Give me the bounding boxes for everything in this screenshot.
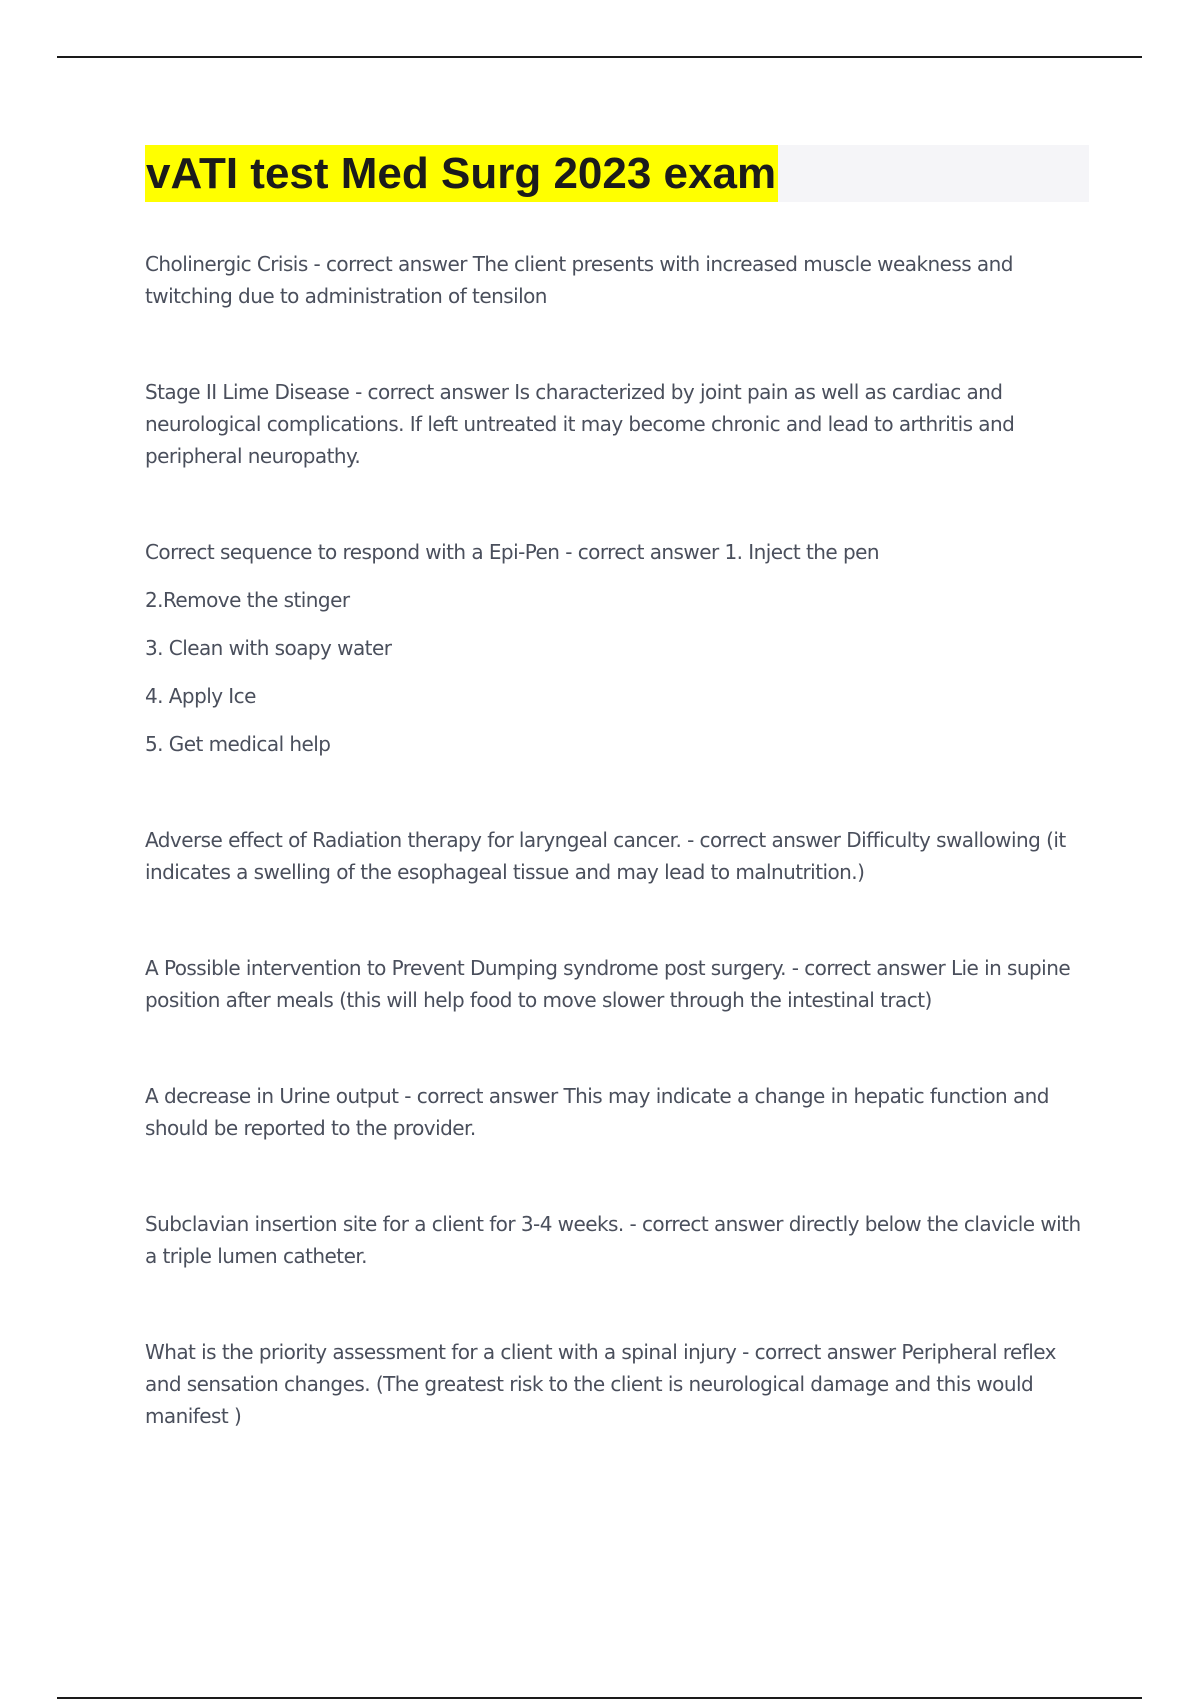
qa-text: What is the priority assessment for a client with a spinal injury - correct answer Peripheral reflex and sensation changes. (The greatest risk to the client is neurological damage and this would manifest ) xyxy=(145,1340,1056,1428)
qa-entry-subclavian-site xyxy=(145,1208,1090,1272)
qa-text: A decrease in Urine output - correct answer This may indicate a change in hepatic function and should be reported to the provider. xyxy=(145,1084,1049,1140)
qa-text: Stage II Lime Disease - correct answer Is characterized by joint pain as well as cardiac and neurological complications. If left untreated it may become chronic and lead to arthritis and peripheral neuropathy. xyxy=(145,380,1015,468)
step-item: 4. Apply Ice xyxy=(145,684,256,708)
document-title: vATI test Med Surg 2023 exam xyxy=(145,145,778,202)
qa-text: Cholinergic Crisis - correct answer The client presents with increased muscle weakness and twitching due to administration of tensilon xyxy=(145,252,1013,308)
qa-entry-spinal-injury xyxy=(145,1336,1090,1432)
qa-text: Subclavian insertion site for a client for 3-4 weeks. - correct answer directly below the clavicle with a triple lumen catheter. xyxy=(145,1212,1081,1268)
qa-entry-lime-disease xyxy=(145,376,1090,472)
qa-entry-radiation-therapy xyxy=(145,824,1090,888)
step-item: 2.Remove the stinger xyxy=(145,588,350,612)
top-rule xyxy=(57,56,1142,58)
qa-entry-epi-pen xyxy=(145,536,1090,760)
qa-entry-dumping-syndrome xyxy=(145,952,1090,1016)
step-item: 5. Get medical help xyxy=(145,732,331,756)
bottom-rule xyxy=(57,1697,1142,1699)
document-body xyxy=(145,248,1090,1496)
qa-text: Adverse effect of Radiation therapy for laryngeal cancer. - correct answer Difficulty swallowing (it indicates a swelling of the esophageal tissue and may lead to malnutrition.) xyxy=(145,828,1066,884)
qa-entry-urine-output xyxy=(145,1080,1090,1144)
qa-text: Correct sequence to respond with a Epi-Pen - correct answer 1. Inject the pen xyxy=(145,540,880,564)
qa-entry-cholinergic-crisis xyxy=(145,248,1090,312)
qa-text: A Possible intervention to Prevent Dumping syndrome post surgery. - correct answer Lie in supine position after meals (this will help food to move slower through the intestinal tract) xyxy=(145,956,1071,1012)
step-item: 3. Clean with soapy water xyxy=(145,636,392,660)
